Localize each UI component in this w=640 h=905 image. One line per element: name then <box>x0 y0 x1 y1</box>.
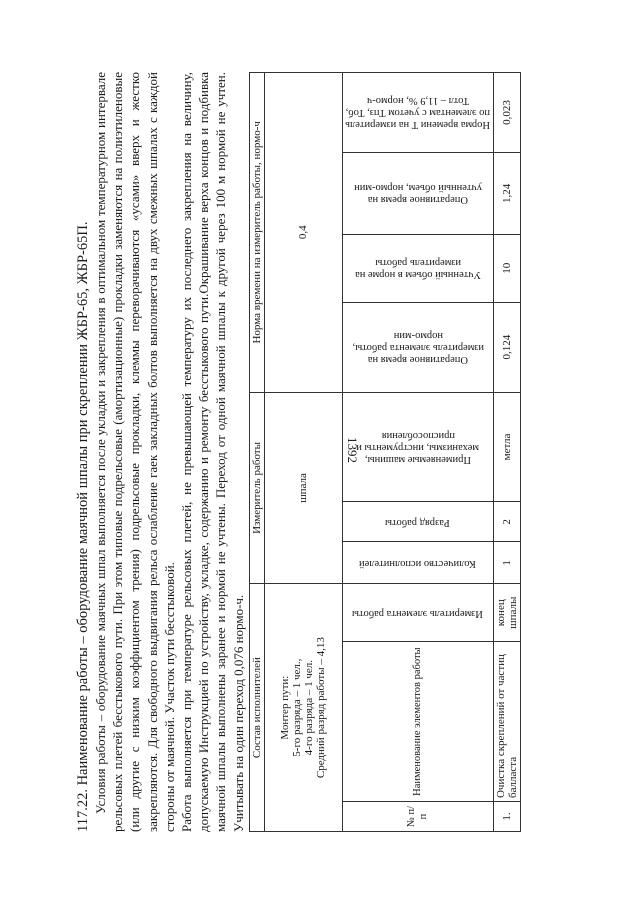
col-op-time-header <box>342 302 493 392</box>
col-op-time-text: Оперативное время на измеритель элемента работы, нормо-мин <box>352 330 484 366</box>
crew-line-4: Средний разряд работы – 4,13 <box>315 637 328 779</box>
col-volume-text: Учтенный объем в норме на измеритель работы <box>354 257 481 281</box>
col-norm-t-text: Норма времени Т на измеритель по элементам с учетом Тпз, Тоб, Тотл – 11,9 %, нормо-ч <box>345 95 491 131</box>
col-element-unit-text: Измеритель элемента работы <box>352 607 484 619</box>
crew-cell <box>264 584 342 832</box>
norm-header: Норма времени на измеритель работы, нормо-ч <box>249 73 264 393</box>
cell-norm-t: 0,023 <box>493 73 520 153</box>
col-norm-t-header <box>342 73 493 153</box>
cell-tools: метла <box>493 392 520 502</box>
column-header-row <box>342 73 493 832</box>
col-op-volume-header <box>342 152 493 234</box>
col-grade-header <box>342 502 493 542</box>
norm-value: 0,4 <box>264 73 342 393</box>
page-number: 1392 <box>345 437 360 463</box>
unit-header: Измеритель работы <box>249 392 264 584</box>
col-tools-text: Применяемые машины, механизмы, инструменты и приспособления <box>356 430 480 466</box>
col-tools-header <box>342 392 493 502</box>
col-op-volume-text: Оперативное время на учтенный объем, нормо-мин <box>353 182 482 206</box>
crew-line-1: Монтер пути: <box>279 675 292 740</box>
rotated-content <box>75 72 570 832</box>
cell-grade: 2 <box>493 502 520 542</box>
crew-line-3: 4-го разряда – 1 чел. <box>303 659 316 756</box>
cell-workers: 1 <box>493 542 520 584</box>
cell-op-volume: 1,24 <box>493 152 520 234</box>
crew-line-2: 5-го разряда – 1 чел., <box>291 658 304 757</box>
col-workers-text: Количество исполнителей <box>359 557 477 569</box>
cell-op-time: 0,124 <box>493 302 520 392</box>
table-row <box>493 73 520 832</box>
col-volume-header <box>342 234 493 302</box>
norm-table <box>249 72 521 832</box>
conditions-text: Условия работы – оборудование маячных шпал выполняется после укладки и закрепления в оптимальном температурном интервале рельсовых плетей бесстыкового пути. При этом типовые подрельсовые (амортизационные) прокладки заменяются на полиэтиленовые (или другие с низким коэффициентом трения) подрельсовые прокладки, клеммы переворачиваются «усами» вверх и жестко закрепляются. Для свободного выдвигания рельса ослабление гаек закладных болтов выполняется на двух смежных шпалах с каждой стороны от маячной. Участок пути бесстыковой. <box>93 72 177 832</box>
col-element-unit-header <box>342 584 493 642</box>
cell-number: 1. <box>493 802 520 832</box>
unit-value: шпала <box>264 392 342 584</box>
cell-volume: 10 <box>493 234 520 302</box>
section-heading: 117.22. Наименование работы – оборудование маячной шпалы при скреплении ЖБР-65, ЖБР-65П. <box>75 221 91 832</box>
col-grade-text: Разряд работы <box>385 516 451 528</box>
col-number-header: № п/п <box>342 802 493 832</box>
crew-header: Состав исполнителей <box>249 584 264 832</box>
cell-element-unit: конец шпалы <box>493 584 520 642</box>
header-row-top <box>249 73 264 832</box>
col-workers-header <box>342 542 493 584</box>
summary-row <box>264 73 342 832</box>
conditions-paragraph <box>92 72 178 832</box>
cell-element-name: Очистка скреплений от частиц балласта <box>493 642 520 802</box>
col-element-name-header: Наименование элементов работы <box>342 642 493 802</box>
notes-paragraph: Работа выполняется при температуре рельсовых плетей, не превышающей температуру их последнего закрепления на величину, допускаемую Инструкцией по устройству, укладке, содержанию и ремонту бесстыкового пути.Окрашивание верха концов и подбивка маячной шпалы выполнены заранее и нормой не учтены. Переход от одной маячной шпалы к другой через 100 м нормой не учтен. Учитывать на один переход 0,076 нормо-ч. <box>179 72 246 832</box>
